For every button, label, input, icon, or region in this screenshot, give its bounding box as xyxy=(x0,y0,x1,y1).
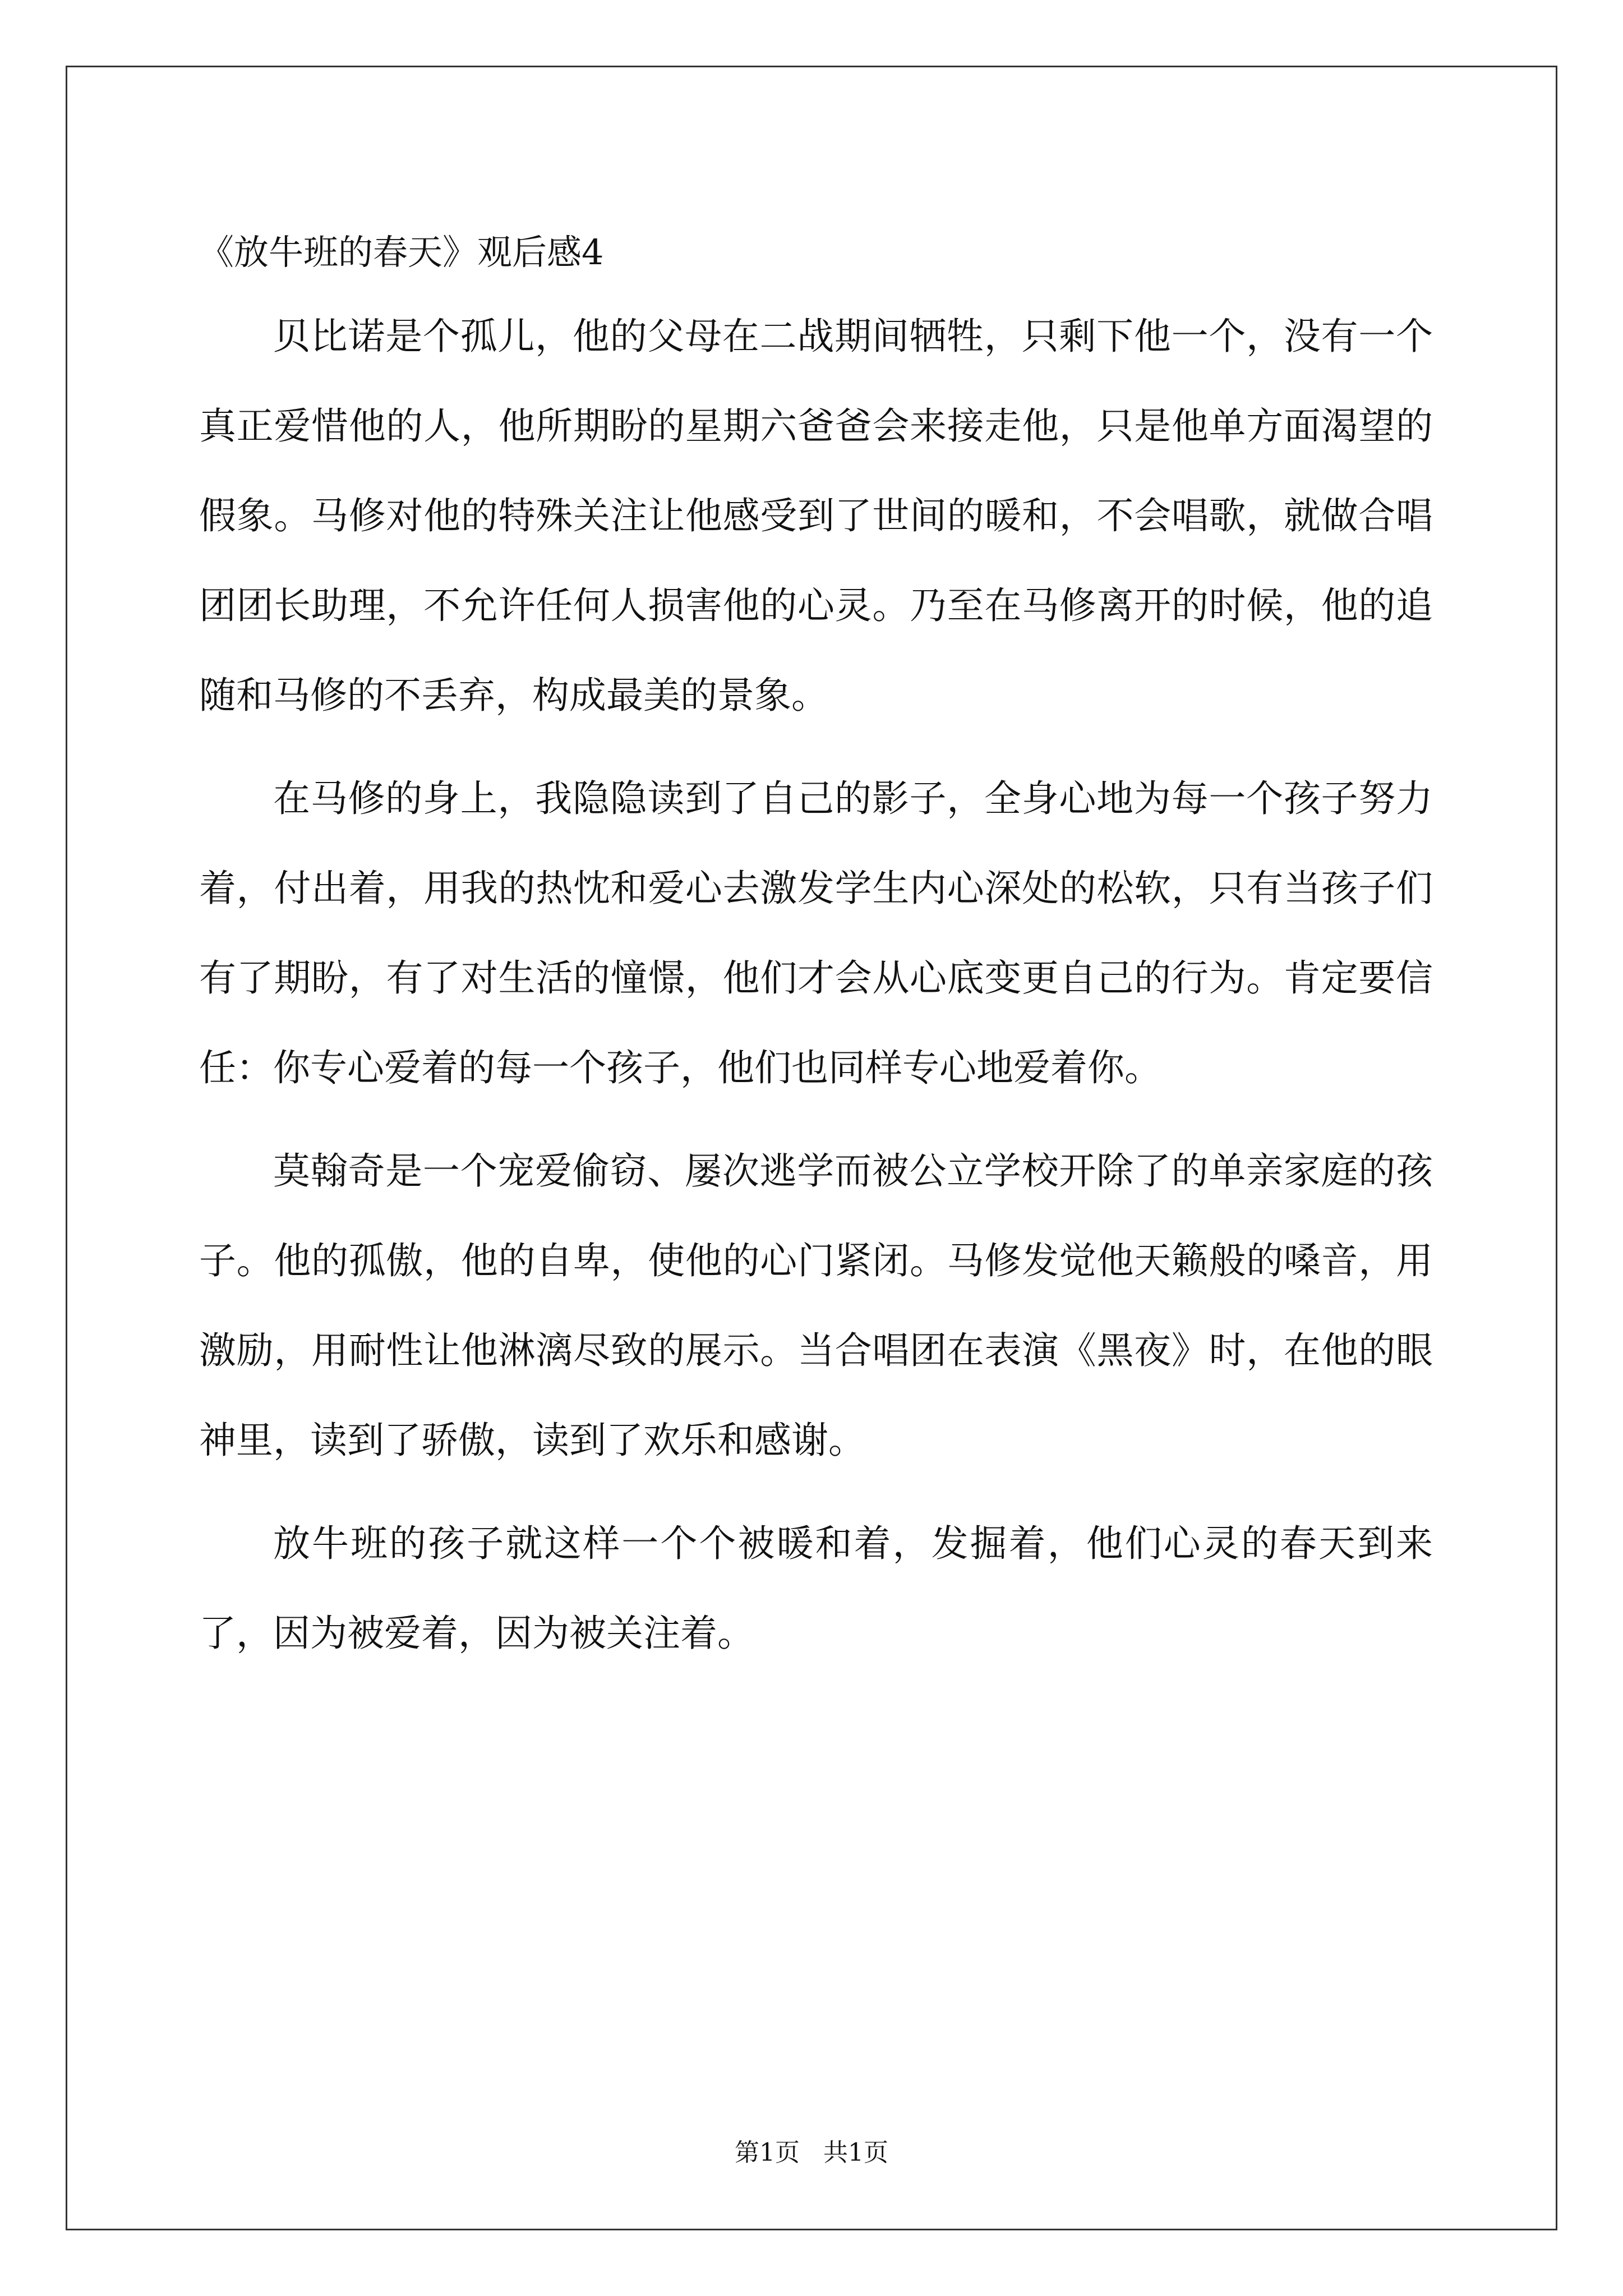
paragraph-2: 在马修的身上，我隐隐读到了自己的影子，全身心地为每一个孩子努力着，付出着，用我的热忱和爱心去激发学生内心深处的松软，只有当孩子们有了期盼，有了对生活的憧憬，他们才会从心底变更自己的行为。肯定要信任：你专心爱着的每一个孩子，他们也同样专心地爱着你。 xyxy=(199,777,1433,1089)
paragraph-4: 放牛班的孩子就这样一个个被暖和着，发掘着，他们心灵的春天到来了，因为被爱着，因为被关注着。 xyxy=(199,1522,1433,1655)
page-footer: 第1页 共1页 xyxy=(735,2138,888,2167)
paragraph-1: 贝比诺是个孤儿，他的父母在二战期间牺牲，只剩下他一个，没有一个真正爱惜他的人，他所期盼的星期六爸爸会来接走他，只是他单方面渴望的假象。马修对他的特殊关注让他感受到了世间的暖和，不会唱歌，就做合唱团团长助理，不允许任何人损害他的心灵。乃至在马修离开的时候，他的追随和马修的不丢弃，构成最美的景象。 xyxy=(199,315,1433,717)
document-title: 《放牛班的春天》观后感4 xyxy=(199,232,604,273)
paragraph-3: 莫翰奇是一个宠爱偷窃、屡次逃学而被公立学校开除了的单亲家庭的孩子。他的孤傲，他的自卑，使他的心门紧闭。马修发觉他天籁般的嗓音，用激励，用耐性让他淋漓尽致的展示。当合唱团在表演《黑夜》时，在他的眼神里，读到了骄傲，读到了欢乐和感谢。 xyxy=(199,1149,1433,1462)
document-body xyxy=(199,292,1433,1692)
